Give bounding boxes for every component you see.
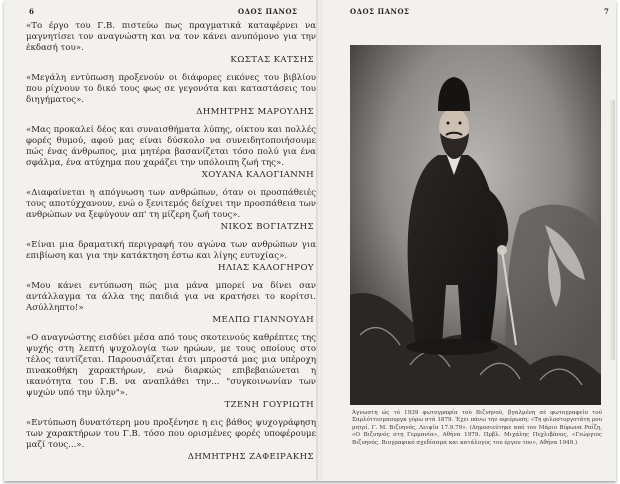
testimonial-entry: [26, 240, 316, 274]
testimonial-entry: [26, 281, 316, 326]
testimonial-author: ΧΟΥΑΝΑ ΚΑΛΟΓΙΑΝΝΗ: [201, 170, 314, 180]
portrait-photo: [350, 45, 601, 405]
testimonial-entry: [26, 73, 316, 118]
testimonial-author: ΜΕΛΠΩ ΓΙΑΝΝΟΥΔΗ: [212, 315, 314, 325]
page-number-left: 6: [29, 7, 34, 16]
testimonial-quote: «Μεγάλη εντύπωση προξενούν οι διάφορες εικόνες του βιβλίου που ρίχνουν το δικό τους φως σε γεγονότα και καταστάσεις του διηγήματος».: [26, 73, 316, 105]
testimonial-quote: «Διαφαίνεται η απόγνωση των ανθρώπων, όταν οι προσπάθειές τους αποτύχχανουν, ενώ ο ξενιτεμός δείχνει την προσπάθεια των ανθρώπων να ξεφύγουν απ' τη μίζερη ζωή τους».: [26, 188, 316, 220]
testimonial-quote: «Μου κάνει εντύπωση πώς μια μάνα μπορεί να δίνει σαν αντάλλαγμα τα άλλα της παιδιά για να κρατήσει το κορίτσι. Ασύλληπτο!»: [26, 281, 316, 313]
testimonial-author: ΤΖΕΝΗ ΓΟΥΡΙΩΤΗ: [224, 400, 314, 410]
testimonials-list: [26, 21, 316, 470]
left-page: [4, 0, 316, 481]
testimonial-quote: «Είναι μια δραματική περιγραφή του αγώνα των ανθρώπων για επιβίωση και για την κατάκτηση έστω και λίγης ευτυχίας».: [26, 240, 316, 261]
page-number-right: 7: [604, 7, 609, 16]
testimonial-entry: [26, 21, 316, 66]
testimonial-entry: [26, 125, 316, 181]
testimonial-author: ΚΩΣΤΑΣ ΚΑΤΣΗΣ: [230, 55, 314, 65]
testimonial-author: ΝΙΚΟΣ ΒΟΓΙΑΤΖΗΣ: [220, 222, 314, 232]
photo-caption: Άγνωστη ώς τό 1939 φωτογραφία τού Βιζυηνού, βγαλμένη σέ φωτογραφείο τού Σαρλόττενμπουργκ γύρω στά 1879. Έχει πάνω την αφιέρωση: «Τη φιλοστοργοτάτη μου μητρί. Γ. Μ. Βιζυηνός, Λειψία 17.9.79». (Δημοσιεύτηκε από τον Μάριο Βύρωνα Ραΐζη, «Ο Βιζυηνός στη Γερμανία», Αθήνα 1979. Πρβλ. Μιχάλης Πεχλιβάνος, «Γεώργιος Βιζυηνός. Βιογραφικό σχεδίασμα και κατάλογος του έργου του», Αθήνα 1949.): [352, 410, 602, 446]
portrait-illustration: [350, 45, 601, 405]
testimonial-quote: «Μας προκαλεί δέος και συναισθήματα λύπης, οίκτου και πολλές φορές θυμού, αφού μας είναι δύσκολο να συνειδητοποιήσουμε πώς ένας άνθρωπος, μια μητέρα βασανίζεται τόσο πολύ για ένα σφάλμα, ένα ατύχημα που χαράζει την υπόλοιπη ζωή της».: [26, 125, 316, 168]
testimonial-author: ΔΗΜΗΤΡΗΣ ΜΑΡΟΥΛΗΣ: [196, 107, 314, 117]
right-page: [322, 0, 616, 481]
testimonial-entry: [26, 418, 316, 463]
testimonial-author: ΔΗΜΗΤΡΗΣ ΖΑΦΕΙΡΑΚΗΣ: [187, 452, 314, 462]
show-through-shadow: [609, 100, 615, 360]
testimonial-quote: «Το έργο του Γ.Β. πιστεύω πως πραγματικά καταφέρνει να μαγνητίσει τον αναγνώστη και να τον κάνει ανυπόμονο για την έκδασή του».: [26, 21, 316, 53]
testimonial-entry: [26, 188, 316, 233]
running-head-right: ΟΔΟΣ ΠΑΝΟΣ: [350, 7, 410, 16]
testimonial-quote: «Ο αναγνώστης εισδύει μέσα από τους σκοτεινούς καθρέπτες της ψυχής στη λεπτή ψυχολογία των ηρώων, με τους οποίους στο τέλος ταυτίζεται. Παρουσιάζεται έτσι μπροστά μας μια υπέροχη πινακοθήκη χαρακτήρων, ενώ διαρκώς επιβεβαιώνεται η ικανότητα του Γ.Β. να αναπλάθει την... "συγκοινωνίαν των ψυχών υπό την ύλην"».: [26, 333, 316, 398]
testimonial-entry: [26, 333, 316, 411]
testimonial-author: ΗΛΙΑΣ ΚΑΛΟΓΗΡΟΥ: [218, 263, 314, 273]
running-head-left: ΟΔΟΣ ΠΑΝΟΣ: [238, 7, 298, 16]
testimonial-quote: «Εντύπωση δυνατότερη μου προξένησε η εις βάθος ψυχογράφηση των χαρακτήρων του Γ.Β. τόσο που ορισμένες φορές υποφέρουμε μαζί τους...».: [26, 418, 316, 450]
book-spread: [4, 0, 616, 481]
